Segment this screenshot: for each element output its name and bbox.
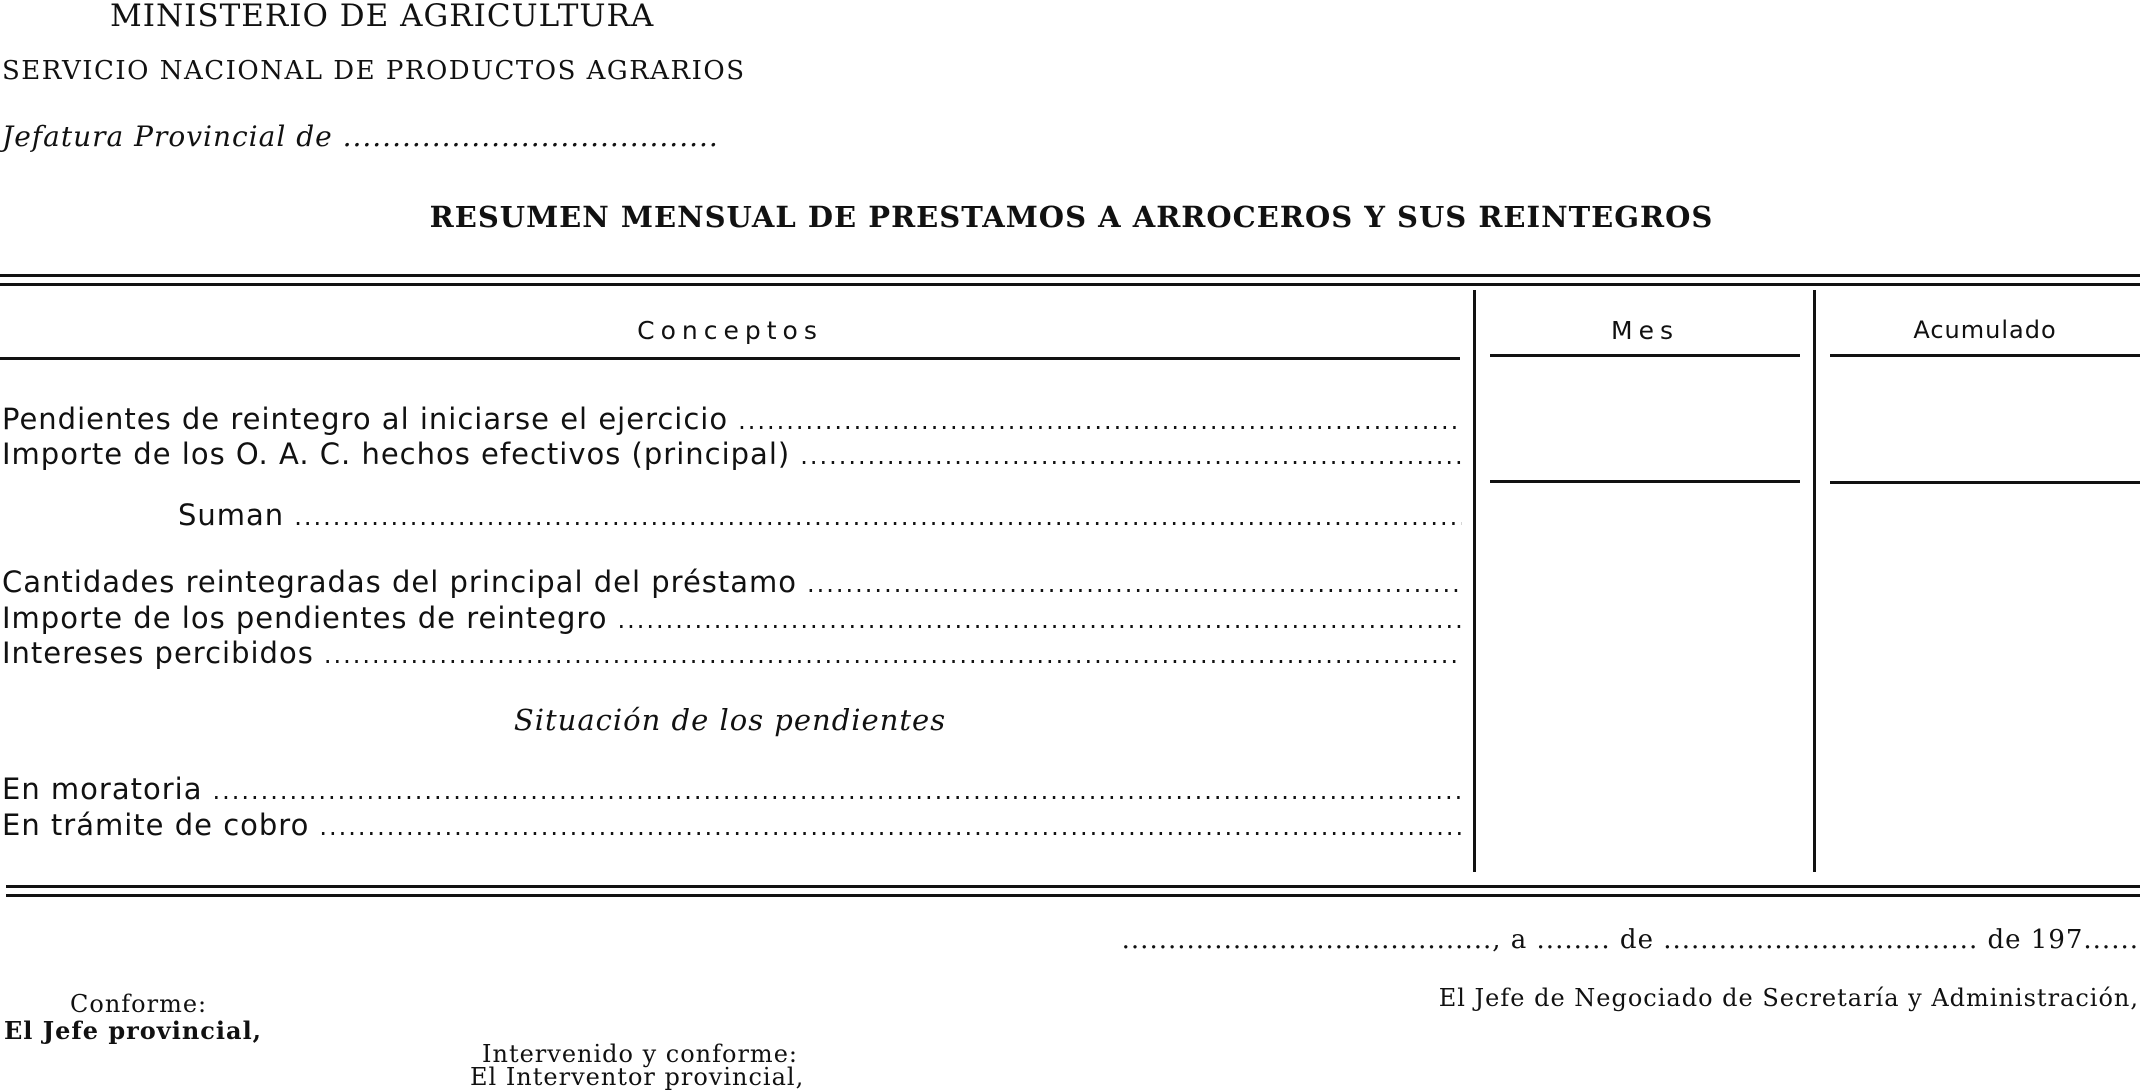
conforme-label: Conforme: xyxy=(70,990,208,1018)
subtotal-rule-mes xyxy=(1490,480,1800,483)
header-underline-acumulado xyxy=(1830,354,2140,357)
header-underline-conceptos xyxy=(0,357,1460,360)
concept-label: En moratoria xyxy=(2,772,203,806)
top-rule-1 xyxy=(0,274,2140,277)
leader-dots xyxy=(617,606,1462,634)
concept-row xyxy=(2,636,1462,670)
leader-dots xyxy=(800,442,1462,470)
concept-label: Intereses percibidos xyxy=(2,636,314,670)
date-line: ........................................, a ........ de .................................. de 197...... xyxy=(1121,925,2139,955)
concept-label: Importe de los pendientes de reintegro xyxy=(2,601,608,635)
suman-row xyxy=(178,498,1462,532)
jefatura-line: Jefatura Provincial de ...................................... xyxy=(2,120,719,153)
column-header-mes: Mes xyxy=(1611,316,1679,345)
jefe-negociado-signature: El Jefe de Negociado de Secretaría y Administración, xyxy=(1438,984,2139,1012)
subtotal-rule-acumulado xyxy=(1830,481,2140,484)
concept-row xyxy=(2,437,1462,471)
leader-dots xyxy=(738,407,1462,435)
column-separator-1 xyxy=(1473,290,1476,872)
leader-dots xyxy=(212,777,1462,805)
ministry-heading: MINISTERIO DE AGRICULTURA xyxy=(110,0,655,34)
jefe-provincial-signature: El Jefe provincial, xyxy=(4,1016,263,1045)
header-underline-mes xyxy=(1490,354,1800,357)
column-header-acumulado: Acumulado xyxy=(1913,316,2057,344)
concept-row xyxy=(2,808,1462,842)
column-header-conceptos: Conceptos xyxy=(637,316,823,345)
concept-label: En trámite de cobro xyxy=(2,808,310,842)
interventor-signature: El Interventor provincial, xyxy=(470,1063,805,1091)
top-rule-2 xyxy=(0,283,2140,286)
leader-dots xyxy=(294,503,1462,531)
leader-dots xyxy=(324,641,1462,669)
concept-row xyxy=(2,402,1462,436)
concept-row xyxy=(2,601,1462,635)
bottom-rule-1 xyxy=(6,885,2140,888)
document-title: RESUMEN MENSUAL DE PRESTAMOS A ARROCEROS Y SUS REINTEGROS xyxy=(429,200,1714,234)
concept-row xyxy=(2,565,1462,599)
concept-label: Cantidades reintegradas del principal del préstamo xyxy=(2,565,798,599)
intervenido-label: Intervenido y conforme: xyxy=(482,1040,798,1068)
bottom-rule-2 xyxy=(6,894,2140,897)
service-heading: SERVICIO NACIONAL DE PRODUCTOS AGRARIOS xyxy=(2,56,746,86)
section-subheading: Situación de los pendientes xyxy=(513,703,947,737)
concept-label: Importe de los O. A. C. hechos efectivos (principal) xyxy=(2,437,791,471)
concept-label: Pendientes de reintegro al iniciarse el ejercicio xyxy=(2,402,729,436)
leader-dots xyxy=(319,813,1462,841)
leader-dots xyxy=(807,570,1462,598)
suman-label: Suman xyxy=(178,498,285,532)
column-separator-2 xyxy=(1813,290,1816,872)
concept-row xyxy=(2,772,1462,806)
